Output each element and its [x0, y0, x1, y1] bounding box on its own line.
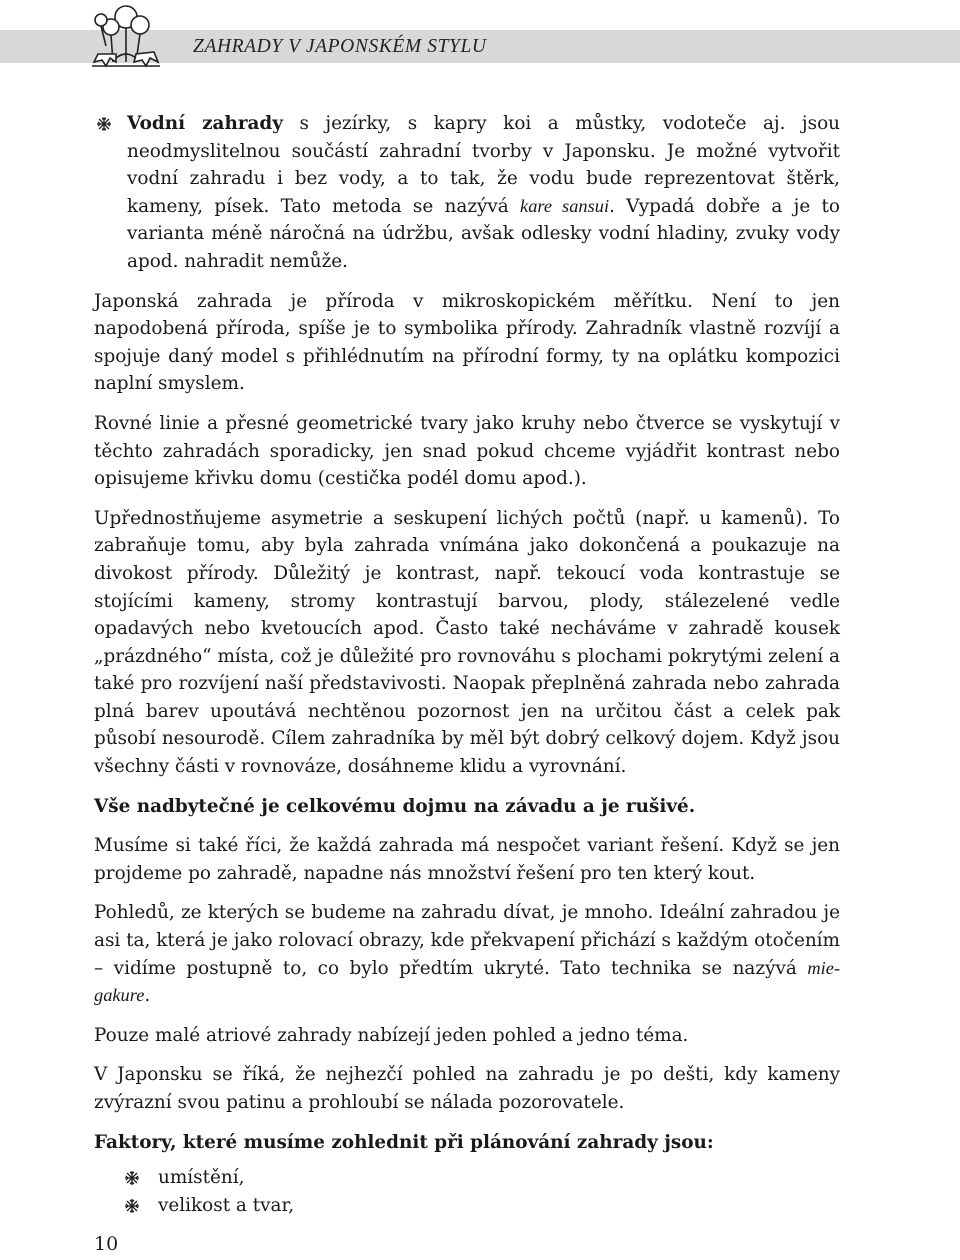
views-text-part1: Pohledů, ze kterých se budeme na zahradu dívat, je mnoho. Ideální zahradou je asi ta, která je jako rolovací obrazy, kde překvapení přichází s každým otočením – vidíme postupně to, co bylo předtím ukryté. Tato technika se nazývá — [94, 902, 840, 979]
factors-list — [94, 1164, 840, 1220]
paragraph-microcosm: Japonská zahrada je příroda v mikroskopickém měřítku. Není to jen napodobená příroda, spíše je to symbolika přírody. Zahradník vlastně rozvíjí a spojuje daný model s přihlédnutím na přírodní formy, ty na oplátku kompozici naplní smyslem. — [94, 290, 840, 395]
factors-heading: Faktory, které musíme zohlednit při plánování zahrady jsou: — [94, 1131, 714, 1153]
snowflake-bullet-icon — [94, 110, 114, 137]
list-item — [94, 1164, 840, 1192]
list-item — [94, 1192, 840, 1220]
snowflake-bullet-icon — [122, 1164, 142, 1192]
paragraph-atrium: Pouze malé atriové zahrady nabízejí jeden pohled a jedno téma. — [94, 1024, 689, 1046]
paragraph-geometry: Rovné linie a přesné geometrické tvary jako kruhy nebo čtverce se vyskytují v těchto zahradách sporadicky, jen snad pokud chceme vyjádřit kontrast nebo opisujeme křivku domu (cestička podél domu apod.). — [94, 412, 840, 490]
paragraph-rain: V Japonsku se říká, že nejhezčí pohled na zahradu je po dešti, kdy kameny zvýrazní svou patinu a prohloubí se nálada pozorovatele. — [94, 1064, 840, 1113]
paragraph-asymmetry: Upřednostňujeme asymetrie a seskupení lichých počtů (např. u kamenů). To zabraňuje tomu, aby byla zahrada vnímána jako dokončená a poukazuje na divokost přírody. Důležitý je kontrast, např. tekoucí voda kontrastuje se stojícími kameny, stromy kontrastují barvou, plody, stálezelené vedle opadavých nebo kvetoucích apod. Často také necháváme v zahradě kousek „prázdného“ místa, což je důležité pro rovnováhu s plochami pokrytými zelení a také pro rozvíjení naší představivosti. Naopak přeplněná zahrada nebo zahrada plná barev upoutává nechtěnou pozornost jen na určitou část a celek pak působí nesourodě. Cílem zahradníka by měl být dobrý celkový dojem. Když jsou všechny části v rovnováze, dosáhneme klidu a vyrovnání. — [94, 507, 840, 778]
views-text-part2: . — [144, 985, 151, 1007]
kare-sansui-term: kare sansui — [520, 195, 610, 216]
bullet-text-part1: s jezírky, s kapry koi a můstky, vodoteče aj. jsou neodmyslitelnou součástí zahradní tvorby v Japonsku. Je možné vytvořit vodní zahradu i bez vody, a to tak, že vodu bude reprezentovat štěrk, kameny, písek. Tato metoda se nazývá — [127, 113, 840, 217]
page-content — [94, 110, 840, 1220]
water-gardens-bullet — [94, 110, 840, 276]
page-number: 10 — [94, 1233, 119, 1255]
snowflake-bullet-icon — [122, 1192, 142, 1220]
mie-gakure-term: mie-gakure — [94, 957, 840, 1006]
running-header-title: ZAHRADY V JAPONSKÉM STYLU — [193, 36, 487, 57]
bullet-lead-term: Vodní zahrady — [127, 113, 283, 134]
paragraph-variants: Musíme si také říci, že každá zahrada má nespočet variant řešení. Když se jen projdeme po zahradě, napadne nás množství řešení pro ten který kout. — [94, 835, 840, 884]
list-item-label: umístění, — [158, 1167, 245, 1189]
trees-logo-icon — [90, 2, 162, 70]
bullet-text-part2: . Vypadá dobře a je to varianta méně náročná na údržbu, avšak odlesky vodní hladiny, zvuky vody apod. nahradit nemůže. — [127, 195, 840, 272]
list-item-label: velikost a tvar, — [158, 1195, 295, 1217]
paragraph-views — [94, 899, 840, 1009]
emphasis-paragraph: Vše nadbytečné je celkovému dojmu na závadu a je rušivé. — [94, 795, 696, 817]
